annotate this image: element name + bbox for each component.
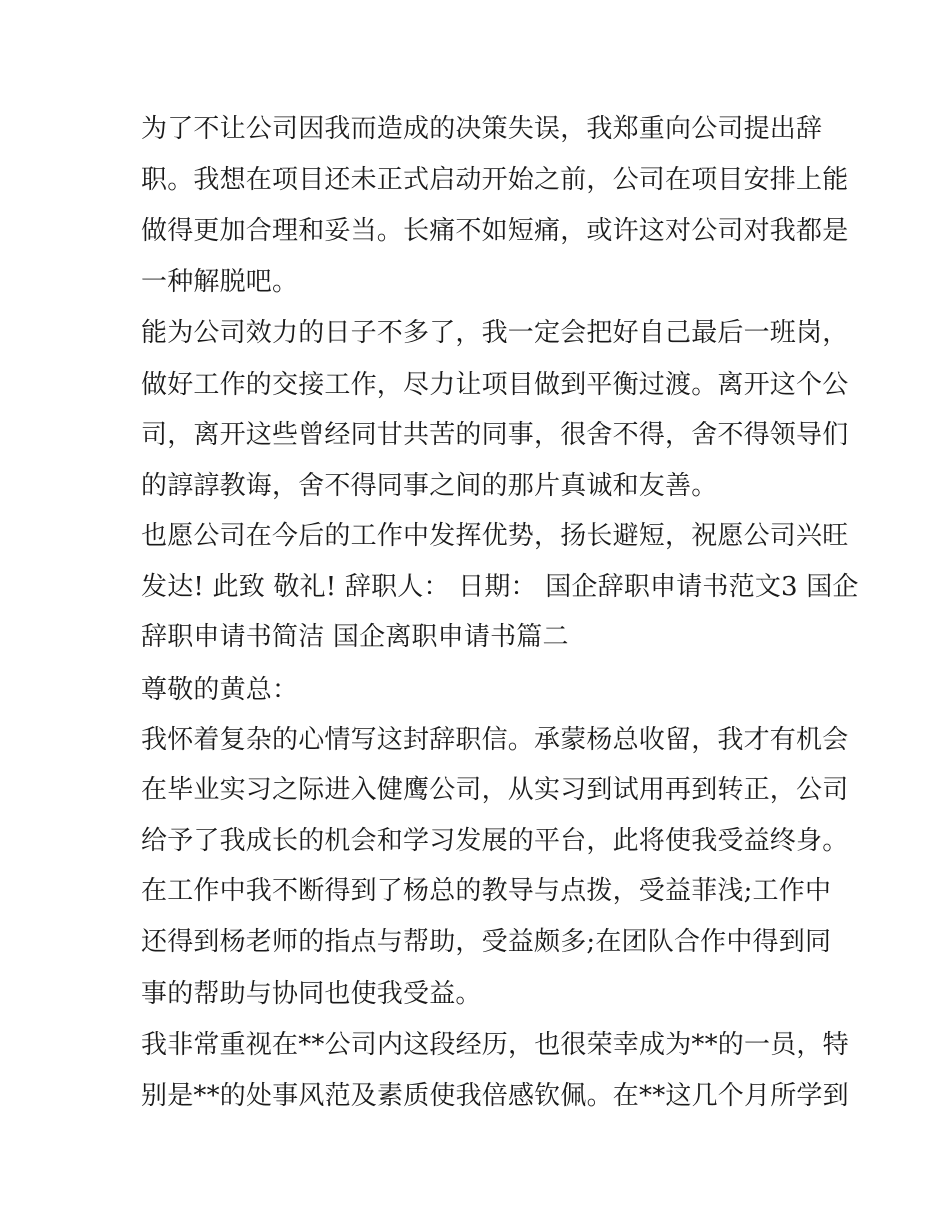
text-line: 别是**的处事风范及素质使我倍感钦佩。在**这几个月所学到 <box>141 1081 849 1111</box>
text-line: 给予了我成长的机会和学习发展的平台，此将使我受益终身。 <box>141 826 849 856</box>
text-line: 在毕业实习之际进入健鹰公司，从实习到试用再到转正，公司 <box>141 775 849 805</box>
text-line: 一种解脱吧。 <box>141 267 299 297</box>
text-line: 发达! 此致 敬礼! 辞职人： 日期： 国企辞职申请书范文3 国企 <box>141 572 859 602</box>
text-line: 做得更加合理和妥当。长痛不如短痛，或许这对公司对我都是 <box>141 216 849 246</box>
text-line: 在工作中我不断得到了杨总的教导与点拨，受益菲浅;工作中 <box>141 876 832 906</box>
text-line: 辞职申请书简洁 国企离职申请书篇二 <box>141 622 569 652</box>
text-line: 还得到杨老师的指点与帮助，受益颇多;在团队合作中得到同 <box>141 927 832 957</box>
text-line: 司，离开这些曾经同甘共苦的同事，很舍不得，舍不得领导们 <box>141 420 849 450</box>
text-line: 事的帮助与协同也使我受益。 <box>141 979 482 1009</box>
salutation: 尊敬的黄总： <box>141 675 299 705</box>
text-line: 也愿公司在今后的工作中发挥优势，扬长避短，祝愿公司兴旺 <box>141 521 849 551</box>
text-line: 我非常重视在**公司内这段经历，也很荣幸成为**的一员，特 <box>141 1030 849 1060</box>
text-line: 我怀着复杂的心情写这封辞职信。承蒙杨总收留，我才有机会 <box>141 725 849 755</box>
text-line: 为了不让公司因我而造成的决策失误，我郑重向公司提出辞 <box>141 114 823 144</box>
text-line: 的諄諄教诲，舍不得同事之间的那片真诚和友善。 <box>141 471 718 501</box>
text-line: 职。我想在项目还未正式启动开始之前，公司在项目安排上能 <box>141 165 849 195</box>
text-line: 能为公司效力的日子不多了，我一定会把好自己最后一班岗， <box>141 318 849 348</box>
text-line: 做好工作的交接工作，尽力让项目做到平衡过渡。离开这个公 <box>141 370 849 400</box>
